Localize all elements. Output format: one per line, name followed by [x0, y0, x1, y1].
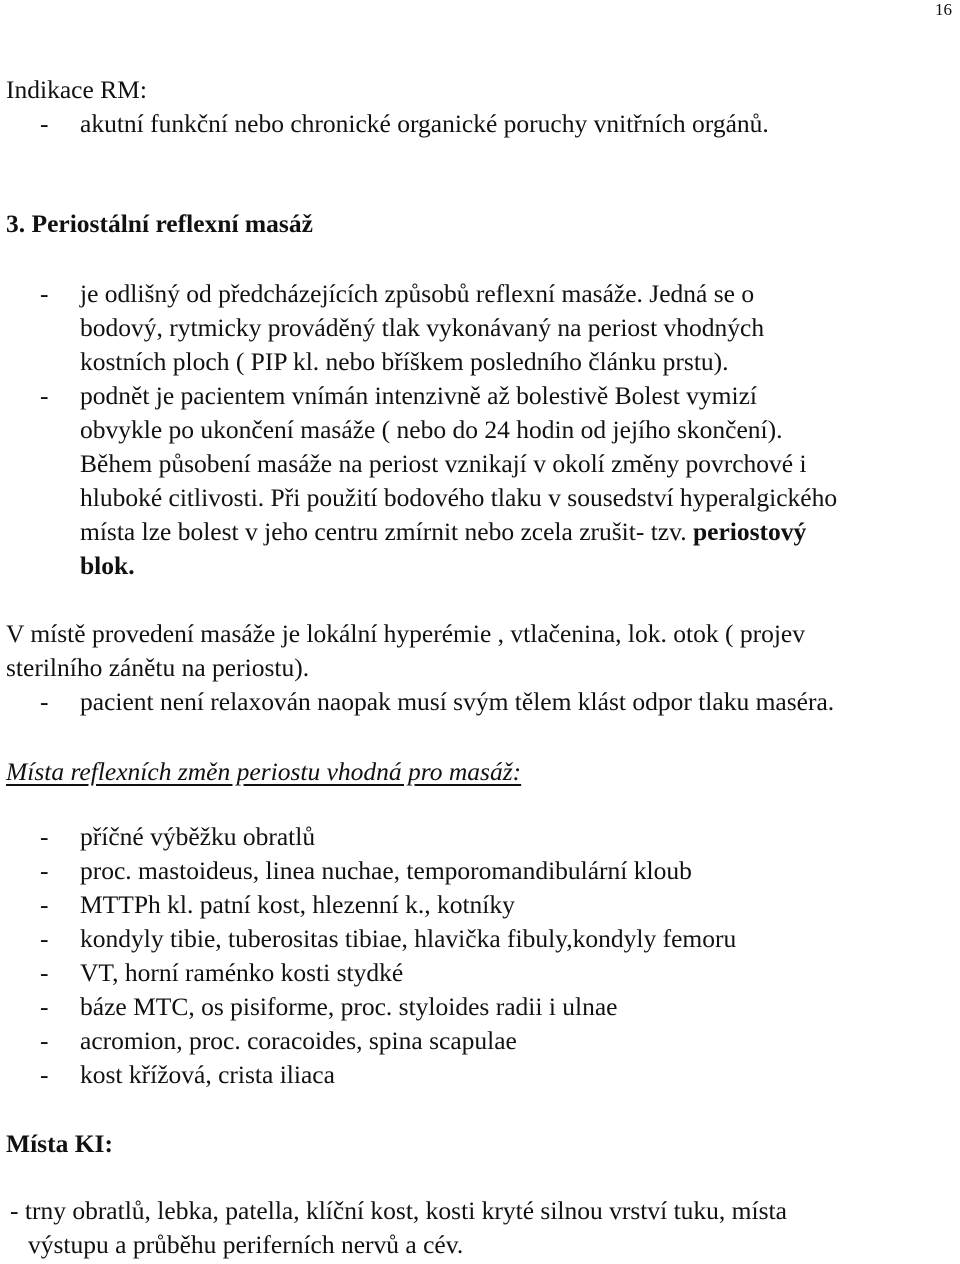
contraindications-line: - trny obratlů, lebka, patella, klíční kost, kosti kryté silnou vrství tuku, místa [10, 1196, 787, 1225]
paragraph-line: pacient není relaxován naopak musí svým tělem klást odpor tlaku maséra. [80, 687, 835, 716]
paragraph-line [80, 515, 806, 549]
list-dash: - [40, 890, 49, 919]
list-dash: - [40, 924, 49, 953]
list-item: příčné výběžku obratlů [80, 822, 316, 851]
paragraph-line: Během působení masáže na periost vznikají v okolí změny povrchové i [80, 449, 807, 478]
paragraph-line: hluboké citlivosti. Při použití bodového tlaku v sousedství hyperalgického [80, 483, 838, 512]
periostal-block-term: periostový [692, 517, 807, 546]
paragraph-line: je odlišný od předcházejících způsobů reflexní masáže. Jedná se o [80, 279, 755, 308]
contraindications-line: výstupu a průběhu periferních nervů a cév. [28, 1230, 464, 1259]
paragraph-line: sterilního zánětu na periostu). [6, 653, 310, 682]
page-number: 16 [935, 0, 952, 19]
list-dash: - [40, 109, 49, 138]
paragraph-line: obvykle po ukončení masáže ( nebo do 24 hodin od jejího skončení). [80, 415, 783, 444]
paragraph-text: místa lze bolest v jeho centru zmírnit nebo zcela zrušit- tzv. [80, 517, 687, 546]
list-dash: - [40, 1026, 49, 1055]
places-heading: Místa reflexních změn periostu vhodná pro masáž: [6, 757, 522, 786]
list-dash: - [40, 992, 49, 1021]
list-dash: - [40, 856, 49, 885]
list-dash: - [40, 1060, 49, 1089]
list-item: kondyly tibie, tuberositas tibiae, hlavička fibuly,kondyly femoru [80, 924, 737, 953]
paragraph-line: kostních ploch ( PIP kl. nebo bříškem posledního článku prstu). [80, 347, 729, 376]
indications-heading: Indikace RM: [6, 75, 147, 104]
list-item: kost křížová, crista iliaca [80, 1060, 335, 1089]
list-dash: - [40, 958, 49, 987]
periostal-block-term: blok. [80, 551, 135, 580]
list-item: báze MTC, os pisiforme, proc. styloides radii i ulnae [80, 992, 618, 1021]
list-item: acromion, proc. coracoides, spina scapulae [80, 1026, 517, 1055]
list-item: MTTPh kl. patní kost, hlezenní k., kotníky [80, 890, 515, 919]
list-item: VT, horní raménko kosti stydké [80, 958, 404, 987]
list-dash: - [40, 279, 49, 308]
list-dash: - [40, 381, 49, 410]
paragraph-line: podnět je pacientem vnímán intenzivně až bolestivě Bolest vymizí [80, 381, 757, 410]
section-heading: 3. Periostální reflexní masáž [6, 209, 313, 238]
list-item: proc. mastoideus, linea nuchae, temporomandibulární kloub [80, 856, 692, 885]
paragraph-line: V místě provedení masáže je lokální hyperémie , vtlačenina, lok. otok ( projev [6, 619, 805, 648]
list-dash: - [40, 687, 49, 716]
indications-item: akutní funkční nebo chronické organické poruchy vnitřních orgánů. [80, 109, 769, 138]
paragraph-line: bodový, rytmicky prováděný tlak vykonávaný na periost vhodných [80, 313, 765, 342]
list-dash: - [40, 822, 49, 851]
contraindications-heading: Místa KI: [6, 1129, 113, 1158]
